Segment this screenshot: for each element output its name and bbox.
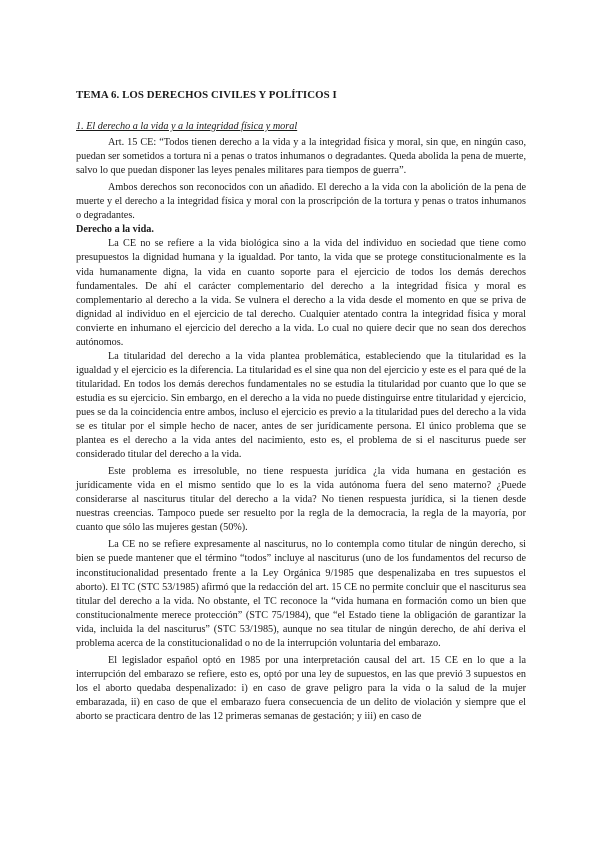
paragraph: Este problema es irresoluble, no tiene respuesta jurídica ¿la vida humana en gestación es jurídicamente vida en el mismo sentido que lo es la vida autónoma fuera del seno materno? ¿Puede considerarse al nasciturus titular del derecho a la vida? No tienen respuesta jurídica, si la tienen desde nuestras creencias. Tampoco puede ser resuelto por la regla de la democracia, la regla de la mayoría, por cuanto que sólo las mujeres gestan (50%). bbox=[76, 466, 526, 534]
paragraph: Ambos derechos son reconocidos con un añadido. El derecho a la vida con la abolición de la pena de muerte y el derecho a la integridad física y moral con la proscripción de la tortura y penas o tratos inhumanos o degradantes. bbox=[76, 182, 526, 222]
subheading: Derecho a la vida. bbox=[76, 224, 154, 236]
section-heading: 1. El derecho a la vida y a la integridad física y moral bbox=[76, 121, 298, 133]
page-title: TEMA 6. LOS DERECHOS CIVILES Y POLÍTICOS I bbox=[76, 89, 337, 101]
paragraph: La CE no se refiere a la vida biológica sino a la vida del individuo en sociedad que tiene como presupuestos la dignidad humana y la igualdad. Por tanto, la vida que se protege constitucionalmente es la vida humanamente digna, la vida en cuanto soporte para el ejercicio de todos los demás derechos fundamentales. De ahí el carácter complementario del derecho a la integridad física y moral es complementario al derecho a la vida. Se vulnera el derecho a la vida desde el momento en que se priva de dignidad al individuo en el ejercicio de tal derecho. Cualquier atentado contra la integridad física y moral convierte en inhumano el ejercicio del derecho a la vida. Lo cual no quiere decir que no sean dos derechos autónomos. bbox=[76, 238, 526, 348]
paragraph: Art. 15 CE: “Todos tienen derecho a la vida y a la integridad física y moral, sin que, en ningún caso, puedan ser sometidos a tortura ni a penas o tratos inhumanos o degradantes. Queda abolida la pena de muerte, salvo lo que puedan disponer las leyes penales militares para tiempos de guerra”. bbox=[76, 137, 526, 177]
paragraph: La CE no se refiere expresamente al nasciturus, no lo contempla como titular de ningún derecho, si bien se puede mantener que el término “todos” incluye al nasciturus (uno de los fundamentos del recurso de inconstitucionalidad presentado frente a la Ley Orgánica 9/1985 que despenalizaba en tres supuestos el aborto). El TC (STC 53/1985) afirmó que la redacción del art. 15 CE no permite concluir que el nasciturus sea titular del derecho a la vida. No obstante, el TC reconoce la “vida humana en formación como un bien que constitucionalmente merece protección” (STC 75/1984), que “el Estado tiene la obligación de garantizar la vida, incluida la del nasciturus” (STC 53/1985), aunque no sea titular de ningún derecho, de ahí deriva el problema acerca de la constitucionalidad o no de la interrupción voluntaria del embarazo. bbox=[76, 539, 526, 649]
paragraph: El legislador español optó en 1985 por una interpretación causal del art. 15 CE en lo que a la interrupción del embarazo se refiere, esto es, optó por una ley de supuestos, en las que previó 3 supuestos en los el aborto quedaba despenalizado: i) en caso de grave peligro para la vida o la salud de la mujer embarazada, ii) en caso de que el embarazo fuera consecuencia de un delito de violación y siempre que el aborto se practicara dentro de las 12 primeras semanas de gestación; y iii) en caso de bbox=[76, 654, 526, 722]
paragraph: La titularidad del derecho a la vida plantea problemática, estableciendo que la titularidad es la igualdad y el ejercicio es la diferencia. La titularidad es el sine qua non del ejercicio y este es el para qué de la titularidad. En todos los demás derechos fundamentales no se estudia la titularidad por cuanto que lo que se estudia es su ejercicio. Sin embargo, en el derecho a la vida no puede distinguirse entre titularidad y ejercicio, pues se da la coincidencia entre ambos, incluso el ejercicio es previo a la titularidad pues del derecho a la vida se es titular por el simple hecho de nacer, antes de ser jurídicamente persona. El único problema que se plantea es el derecho a la vida antes del nacimiento, esto es, el problema de si el nasciturus puede ser considerado titular del derecho a la vida. bbox=[76, 350, 526, 461]
